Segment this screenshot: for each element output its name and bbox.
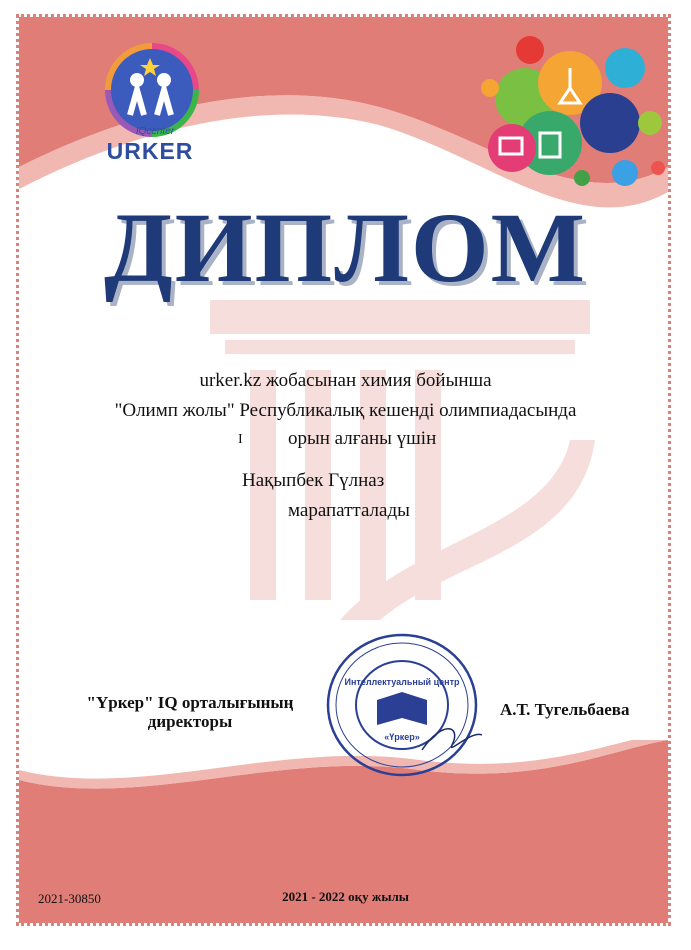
signer-name: А.Т. Тугельбаева: [500, 700, 630, 719]
official-seal-stamp: [322, 630, 482, 780]
awarded-text: марапатталады: [288, 500, 410, 521]
place-number: I: [238, 432, 243, 447]
recipient-name: Нақыпбек Гүлназ: [242, 470, 385, 491]
signer-org-line-2: директоры: [147, 712, 233, 731]
body-line-1: urker.kz жобасынан химия бойынша: [199, 370, 492, 391]
body-line-3: орын алғаны үшін: [288, 428, 437, 449]
seal-center-text: Интеллектуальный центр: [344, 677, 460, 687]
science-icons-cluster: [470, 28, 670, 196]
signer-org-line-1: "Үркер" IQ орталығының: [86, 693, 294, 712]
column-road-watermark: [190, 280, 610, 620]
body-line-2: "Олимп жолы" Республикалық кешенді олимпиадасында: [114, 400, 577, 421]
seal-bottom-text: «Үркер»: [384, 732, 420, 742]
academic-year: 2021 - 2022 оқу жылы: [282, 889, 409, 904]
logo-subtitle: IQcenter: [135, 126, 175, 137]
diploma-title: ДИПЛОМ: [103, 192, 588, 303]
logo-name: URKER: [106, 138, 194, 164]
serial-number: 2021-30850: [38, 891, 101, 906]
